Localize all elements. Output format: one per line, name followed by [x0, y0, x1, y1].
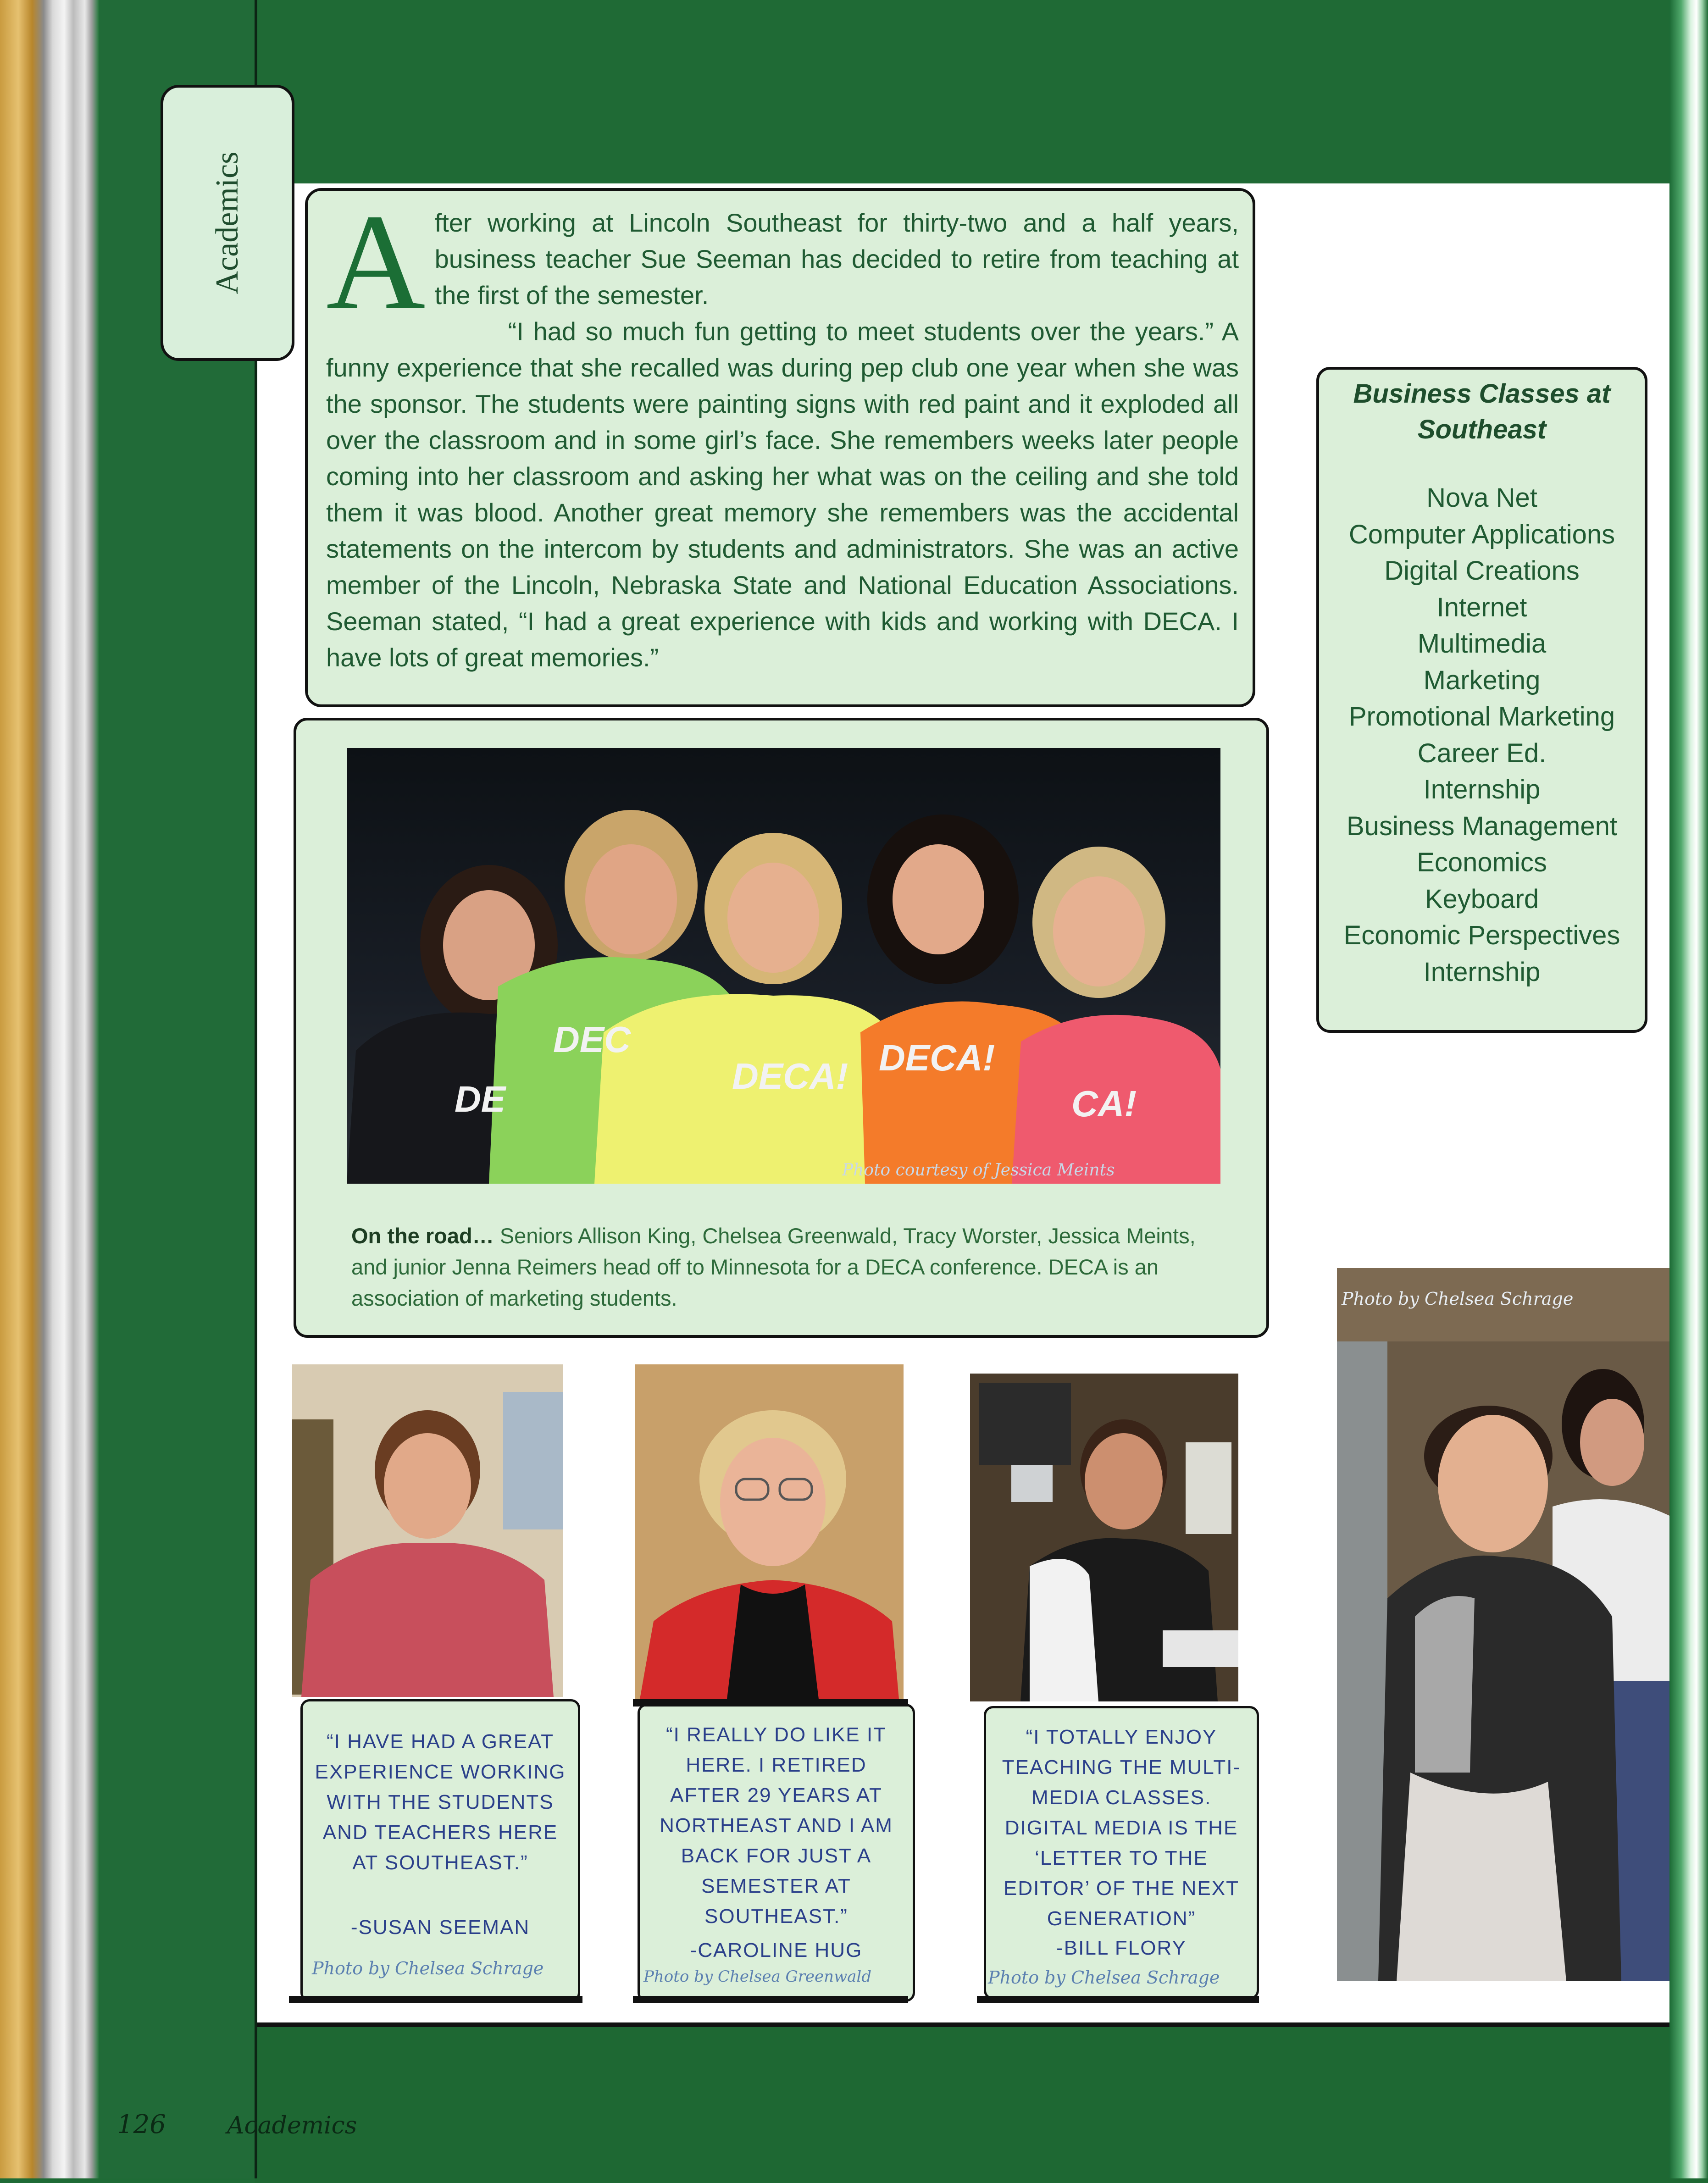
- class-item: Internship: [1423, 775, 1541, 804]
- divider-bar: [633, 1699, 908, 1707]
- quote-attribution-1: -SUSAN SEEMAN: [350, 1916, 530, 1939]
- group-photo: [347, 748, 1220, 1184]
- section-tab: [161, 85, 294, 361]
- top-green-border: [255, 0, 1708, 183]
- story-paragraph-2: “I had so much fun getting to meet students over the years.” A funny experience that she recalled was during pep club one year when she was the sponsor. The students were painting signs with red paint and it exploded all over the classroom and in some girl’s face. She remembers weeks later people coming into her classroom and asking her what was on the ceiling and she told them it was blood. Another great memory she remembers was the accidental statements on the intercom by students and administrators. She was an active member of the Lincoln, Nebraska State and National Education Associations. Seeman stated, “I had a great experience with kids and working with DECA. I have lots of great memories.”: [326, 317, 1239, 672]
- class-item: Economics: [1417, 848, 1547, 877]
- class-item: Keyboard: [1425, 884, 1539, 914]
- shirt-logo: DECA!: [732, 1056, 848, 1097]
- portrait-susan-seeman: [292, 1364, 563, 1697]
- shirt-logo: CA!: [1071, 1083, 1137, 1124]
- portrait-svg: [635, 1364, 904, 1699]
- class-item: Digital Creations: [1384, 556, 1580, 586]
- student-photo: [1337, 1268, 1669, 1981]
- page-number: 126: [117, 2110, 166, 2139]
- class-item: Marketing: [1423, 665, 1541, 695]
- group-photo-caption: [351, 1220, 1214, 1314]
- quote-box-1: [300, 1699, 580, 2002]
- divider-bar: [977, 1996, 1259, 2003]
- class-item: Multimedia: [1417, 629, 1547, 659]
- shirt-logo: DE: [455, 1079, 506, 1119]
- portrait-svg: [970, 1374, 1238, 1701]
- class-item: Economic Perspectives: [1343, 920, 1620, 950]
- page-curl: [1669, 0, 1708, 2178]
- divider-bar: [289, 1996, 582, 2003]
- quote-attribution-3: -BILL FLORY: [1056, 1937, 1187, 1959]
- class-item: Career Ed.: [1417, 738, 1547, 768]
- quote-credit-1: Photo by Chelsea Schrage: [312, 1958, 544, 1978]
- portrait-svg: [292, 1364, 563, 1697]
- divider-bar: [633, 1996, 908, 2003]
- group-photo-box: [294, 718, 1269, 1338]
- shirt-logo: DECA!: [879, 1037, 995, 1078]
- folio-section: Academics: [227, 2112, 357, 2139]
- story-paragraph-1: fter working at Lincoln Southeast for thirty-two and a half years, business teacher Sue Seeman has decided to retire from teaching at the first of the semester.: [434, 208, 1239, 310]
- portrait-caroline-hug: [635, 1364, 904, 1699]
- quote-text-2: “I REALLY DO LIKE IT HERE. I RETIRED AFTER 29 YEARS AT NORTHEAST AND I AM BACK FOR JUST A SEMESTER AT SOUTHEAST.”: [660, 1723, 893, 1928]
- shirt-logo: DEC: [553, 1019, 631, 1060]
- quote-text-1: “I HAVE HAD A GREAT EXPERIENCE WORKING WITH THE STUDENTS AND TEACHERS HERE AT SOUTHEAST.”: [315, 1730, 566, 1874]
- classes-list: [1319, 480, 1645, 990]
- class-item: Computer Applications: [1348, 519, 1615, 549]
- class-item: Promotional Marketing: [1348, 702, 1615, 731]
- quote-box-2: [638, 1704, 915, 2002]
- class-item: Nova Net: [1426, 483, 1537, 513]
- class-item: Internship: [1423, 957, 1541, 987]
- bottom-green-border: [255, 2022, 1708, 2183]
- quote-credit-2: Photo by Chelsea Greenwald: [643, 1967, 872, 1986]
- binding-spine: [0, 0, 99, 2178]
- caption-lead: On the road…: [351, 1224, 494, 1248]
- classes-title: Business Classes at Southeast: [1353, 379, 1611, 444]
- business-classes-box: [1316, 367, 1647, 1033]
- caption-text: Seniors Allison King, Chelsea Greenwald, Tracy Worster, Jessica Meints, and junior Jenna Reimers head off to Minnesota for a DECA conference. DECA is an association of marketing students.: [351, 1224, 1196, 1310]
- class-item: Internet: [1436, 592, 1527, 622]
- student-photo-svg: [1337, 1268, 1669, 1981]
- section-tab-label: Academics: [210, 151, 245, 294]
- quote-attribution-2: -CAROLINE HUG: [690, 1939, 863, 1961]
- student-photo-credit: Photo by Chelsea Schrage: [1342, 1289, 1574, 1309]
- portrait-bill-flory: [970, 1374, 1238, 1701]
- story-box: [305, 188, 1255, 707]
- story-text: [326, 186, 1239, 676]
- quote-credit-3: Photo by Chelsea Schrage: [988, 1967, 1220, 1988]
- group-photo-credit: Photo courtesy of Jessica Meints: [842, 1161, 1115, 1180]
- drop-cap: A: [326, 186, 426, 338]
- quote-text-3: “I TOTALLY ENJOY TEACHING THE MULTI-MEDIA CLASSES. DIGITAL MEDIA IS THE ‘LETTER TO THE EDITOR’ OF THE NEXT GENERATION”: [1002, 1726, 1241, 1930]
- quote-box-3: [984, 1706, 1259, 2000]
- class-item: Business Management: [1347, 811, 1617, 841]
